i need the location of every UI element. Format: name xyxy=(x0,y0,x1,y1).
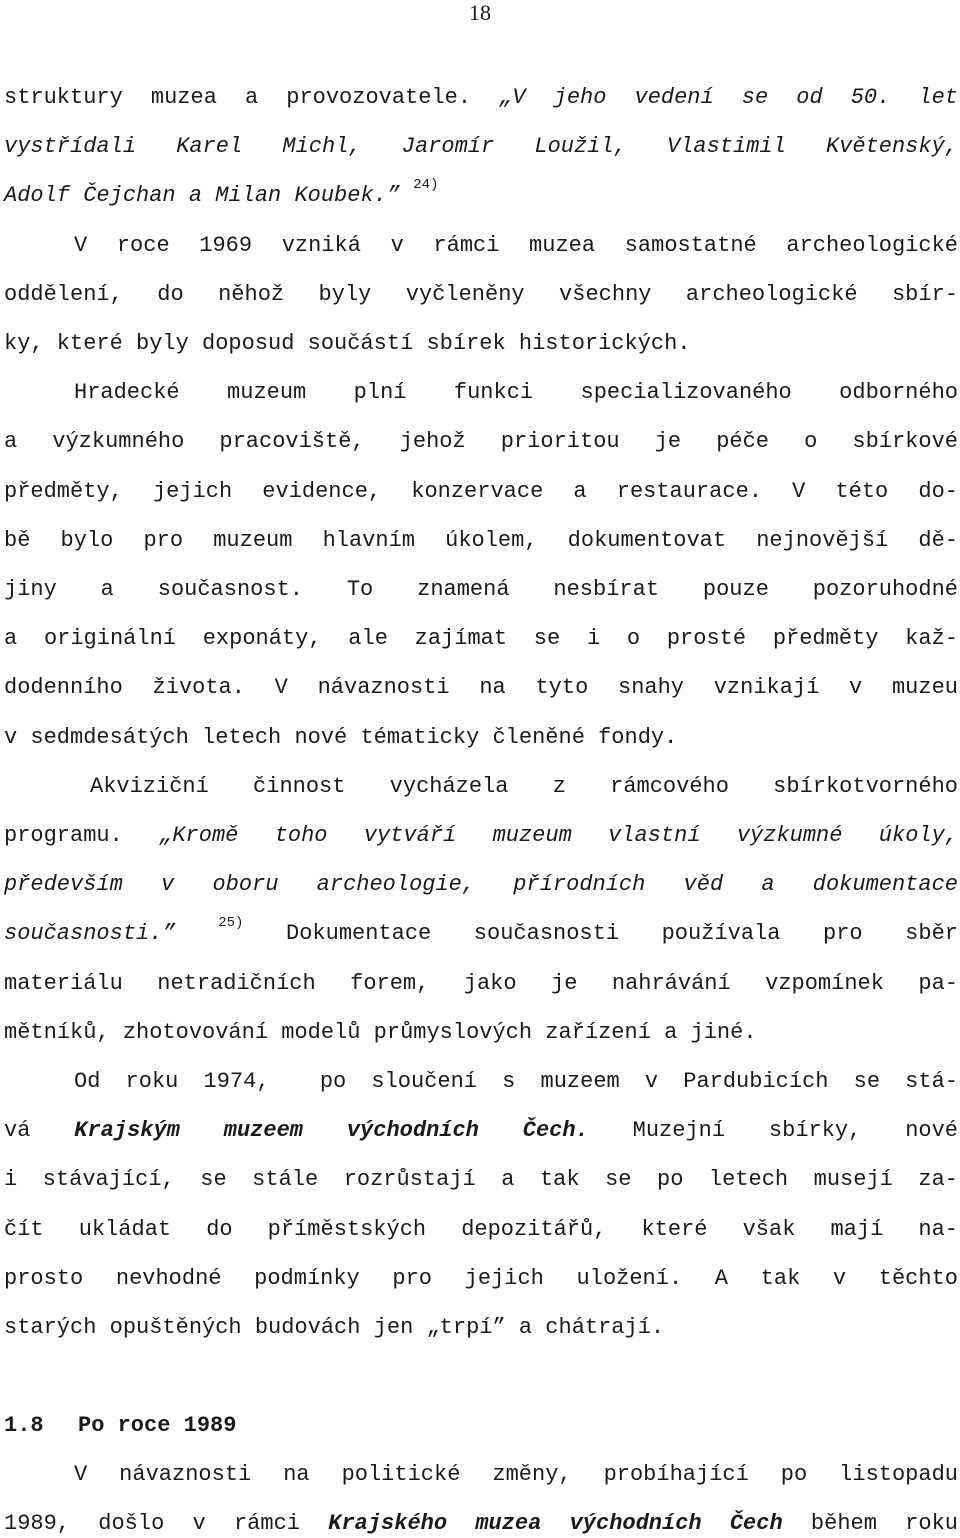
text-line: 1989, došlo v rámci Krajského muzea východních Čech během roku xyxy=(4,1511,958,1536)
text-line: Od roku 1974, po sloučení s muzeem v Pardubicích se stá- xyxy=(74,1069,958,1094)
page-number: 18 xyxy=(469,0,491,25)
text-line: programu. „Kromě toho vytváří muzeum vlastní výzkumné úkoly, xyxy=(4,823,959,848)
text-line: V roce 1969 vzniká v rámci muzea samostatné archeologické xyxy=(74,233,958,258)
text-line: V návaznosti na politické změny, probíhající po listopadu xyxy=(74,1462,958,1487)
text-line: materiálu netradičních forem, jako je nahrávání vzpomínek pa- xyxy=(4,971,958,996)
text-line: i stávající, se stále rozrůstají a tak se po letech musejí za- xyxy=(4,1167,958,1192)
text-line: současnosti.” $^{25)}$ Dokumentace současnosti používala pro sběr xyxy=(4,915,958,946)
text-line: čít ukládat do příměstských depozitářů, které však mají na- xyxy=(4,1217,958,1242)
text-line: prosto nevhodné podmínky pro jejich uložení. A tak v těchto xyxy=(4,1266,958,1291)
text-line: jiny a současnost. To znamená nesbírat pouze pozoruhodné xyxy=(4,577,958,602)
text-line: dodenního života. V návaznosti na tyto snahy vznikají v muzeu xyxy=(4,675,958,700)
text-line: ky, které byly doposud součástí sbírek historických. xyxy=(4,331,691,356)
text-line: v sedmdesátých letech nové tématicky členěné fondy. xyxy=(4,725,678,750)
section-number: 1.8 xyxy=(4,1413,44,1438)
text-line: oddělení, do něhož byly vyčleněny všechny archeologické sbír- xyxy=(4,282,958,307)
text-line: a originální exponáty, ale zajímat se i o prosté předměty kaž- xyxy=(4,626,958,651)
text-line: vá Krajským muzeem východních Čech. Muzejní sbírky, nové xyxy=(4,1118,959,1143)
text-line: předměty, jejich evidence, konzervace a restaurace. V této do- xyxy=(4,479,958,504)
text-line: a výzkumného pracoviště, jehož prioritou je péče o sbírkové xyxy=(4,429,958,454)
footnote-ref: 25) xyxy=(218,915,244,931)
text-line: vystřídali Karel Michl, Jaromír Loužil, Vlastimil Květenský, xyxy=(4,134,958,159)
text-line: struktury muzea a provozovatele. „V jeho vedení se od 50. let xyxy=(4,85,958,110)
text-line: Adolf Čejchan a Milan Koubek.” $^{24)}$ xyxy=(4,177,439,208)
text-line: Hradecké muzeum plní funkci specializovaného odborného xyxy=(74,380,958,405)
section-title: Po roce 1989 xyxy=(78,1413,237,1438)
text-line: především v oboru archeologie, přírodních věd a dokumentace xyxy=(4,872,958,897)
text-line: mětníků, zhotovování modelů průmyslových zařízení a jiné. xyxy=(4,1020,757,1045)
footnote-ref: 24) xyxy=(413,177,439,193)
text-line: starých opuštěných budovách jen „trpí” a chátrají. xyxy=(4,1315,665,1340)
section-heading xyxy=(4,1412,236,1440)
text-line: bě bylo pro muzeum hlavním úkolem, dokumentovat nejnovější dě- xyxy=(4,528,958,553)
text-line: Akviziční činnost vycházela z rámcového sbírkotvorného xyxy=(90,774,958,799)
